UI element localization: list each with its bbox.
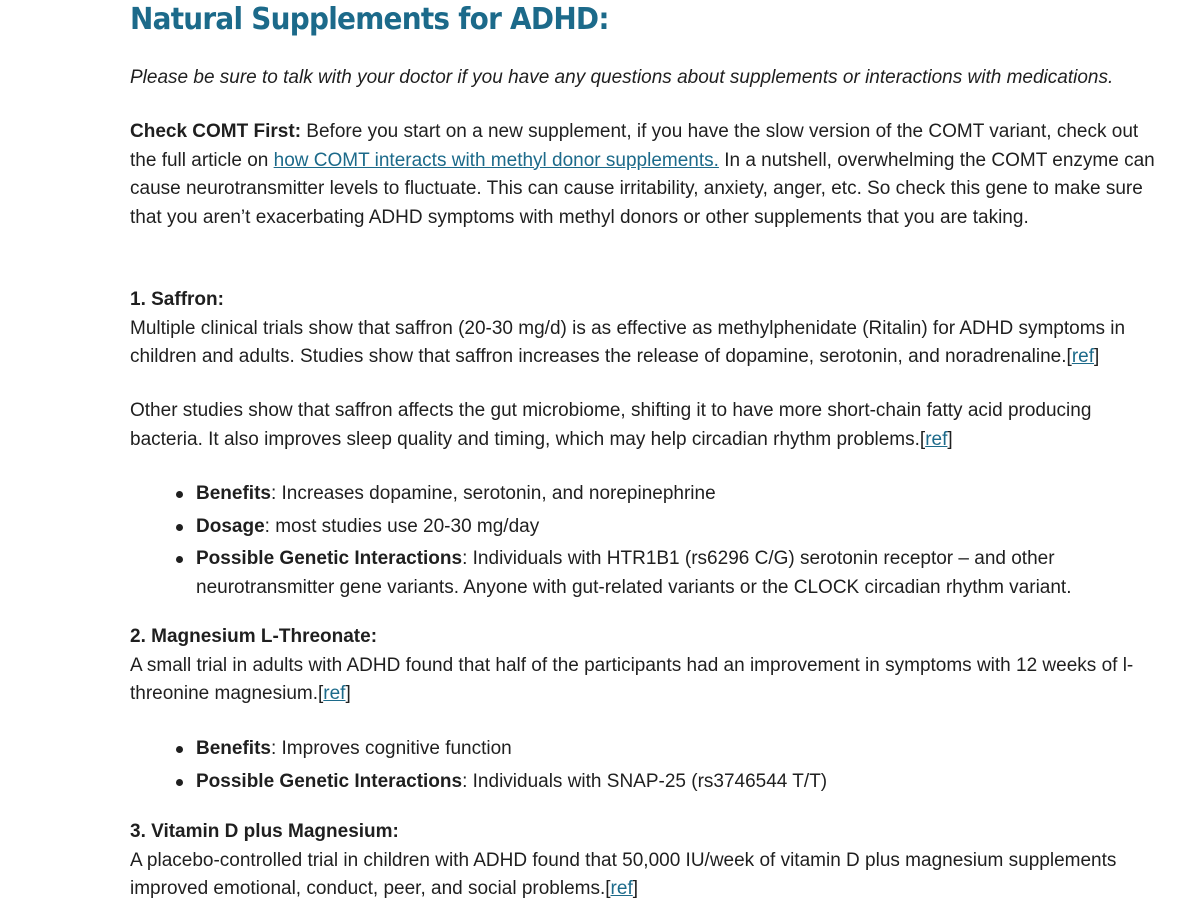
comt-paragraph xyxy=(130,118,1160,233)
list-item xyxy=(176,480,1156,509)
vitamin-d-text: A placebo-controlled trial in children with ADHD found that 50,000 IU/week of vitamin D plus magnesium supplements improved emotional, conduct, peer, and social problems. xyxy=(130,849,1117,900)
saffron-ref-link-1[interactable]: ref xyxy=(1071,346,1094,368)
bullet-text: : most studies use 20-30 mg/day xyxy=(264,515,540,537)
saffron-bullet-list xyxy=(176,480,1156,607)
saffron-paragraph-2: Other studies show that saffron affects the gut microbiome, shifting it to have more short-chain fatty acid producing bacteria. It also improves sleep quality and timing, which may help circadian rhythm problems.[ref] xyxy=(130,400,1092,450)
bullet-text: : Individuals with HTR1B1 (rs6296 C/G) serotonin receptor – and other neurotransmitter gene variants. Anyone with gut-related variants or the CLOCK circadian rhythm variant. xyxy=(196,548,1072,599)
bullet-text: : Improves cognitive function xyxy=(270,738,512,759)
magnesium-paragraph: 2. Magnesium L-Threonate: A small trial in adults with ADHD found that half of the participants had an improvement in symptoms with 12 weeks of l-threonine magnesium.[ref] xyxy=(130,626,1134,705)
vitamin-d-ref-link[interactable]: ref xyxy=(610,878,633,900)
doctor-note: Please be sure to talk with your doctor if you have any questions about supplements or interactions with medications. xyxy=(130,67,1114,88)
saffron-text-2: Other studies show that saffron affects the gut microbiome, shifting it to have more short-chain fatty acid producing bacteria. It also improves sleep quality and timing, which may help circadian rhythm problems. xyxy=(130,400,1092,450)
bullet-label: Dosage xyxy=(196,515,265,537)
comt-label: Check COMT First: xyxy=(130,121,302,142)
comt-text-before: Before you start on a new supplement, if you have the slow version of the COMT variant, check out the full article on xyxy=(130,121,1139,171)
saffron-heading: 1. Saffron: xyxy=(130,289,224,310)
comt-text-after: In a nutshell, overwhelming the COMT enzyme can cause neurotransmitter levels to fluctuate. This can cause irritability, anxiety, anger, etc. So check this gene to make sure that you aren’t exacerbating ADHD symptoms with methyl donors or other supplements that you are taking. xyxy=(130,149,1155,229)
saffron-ref-link-2[interactable]: ref xyxy=(925,428,948,450)
magnesium-text: A small trial in adults with ADHD found that half of the participants had an improvement in symptoms with 12 weeks of l-threonine magnesium. xyxy=(130,654,1134,705)
saffron-text-1: Multiple clinical trials show that saffron (20-30 mg/d) is as effective as methylphenidate (Ritalin) for ADHD symptoms in children and adults. Studies show that saffron increases the release of dopamine, serotonin, and noradrenaline. xyxy=(130,317,1126,368)
magnesium-ref-link[interactable]: ref xyxy=(323,683,346,705)
bullet-label: Benefits xyxy=(196,738,271,759)
bullet-label: Benefits xyxy=(196,483,271,504)
bullet-label: Possible Genetic Interactions xyxy=(196,770,463,792)
list-item xyxy=(176,735,1156,764)
list-item xyxy=(176,513,1156,542)
magnesium-bullet-list xyxy=(176,735,1156,800)
saffron-paragraph-1: 1. Saffron: Multiple clinical trials show that saffron (20-30 mg/d) is as effective as methylphenidate (Ritalin) for ADHD symptoms in children and adults. Studies show that saffron increases the release of dopamine, serotonin, and noradrenaline.[ref] xyxy=(130,289,1126,368)
page-title: Natural Supplements for ADHD: xyxy=(130,2,609,37)
bullet-text: : Increases dopamine, serotonin, and norepinephrine xyxy=(270,483,716,504)
list-item xyxy=(176,545,1156,602)
vitamin-d-paragraph: 3. Vitamin D plus Magnesium: A placebo-controlled trial in children with ADHD found that 50,000 IU/week of vitamin D plus magnesium supplements improved emotional, conduct, peer, and social problems.[ref] xyxy=(130,821,1117,900)
comt-article-link[interactable]: how COMT interacts with methyl donor supplements. xyxy=(273,149,719,171)
vitamin-d-heading: 3. Vitamin D plus Magnesium: xyxy=(130,821,399,842)
magnesium-heading: 2. Magnesium L-Threonate: xyxy=(130,626,378,647)
list-item xyxy=(176,768,1156,797)
bullet-label: Possible Genetic Interactions xyxy=(196,548,463,570)
bullet-text: : Individuals with SNAP-25 (rs3746544 T/T) xyxy=(462,770,828,792)
